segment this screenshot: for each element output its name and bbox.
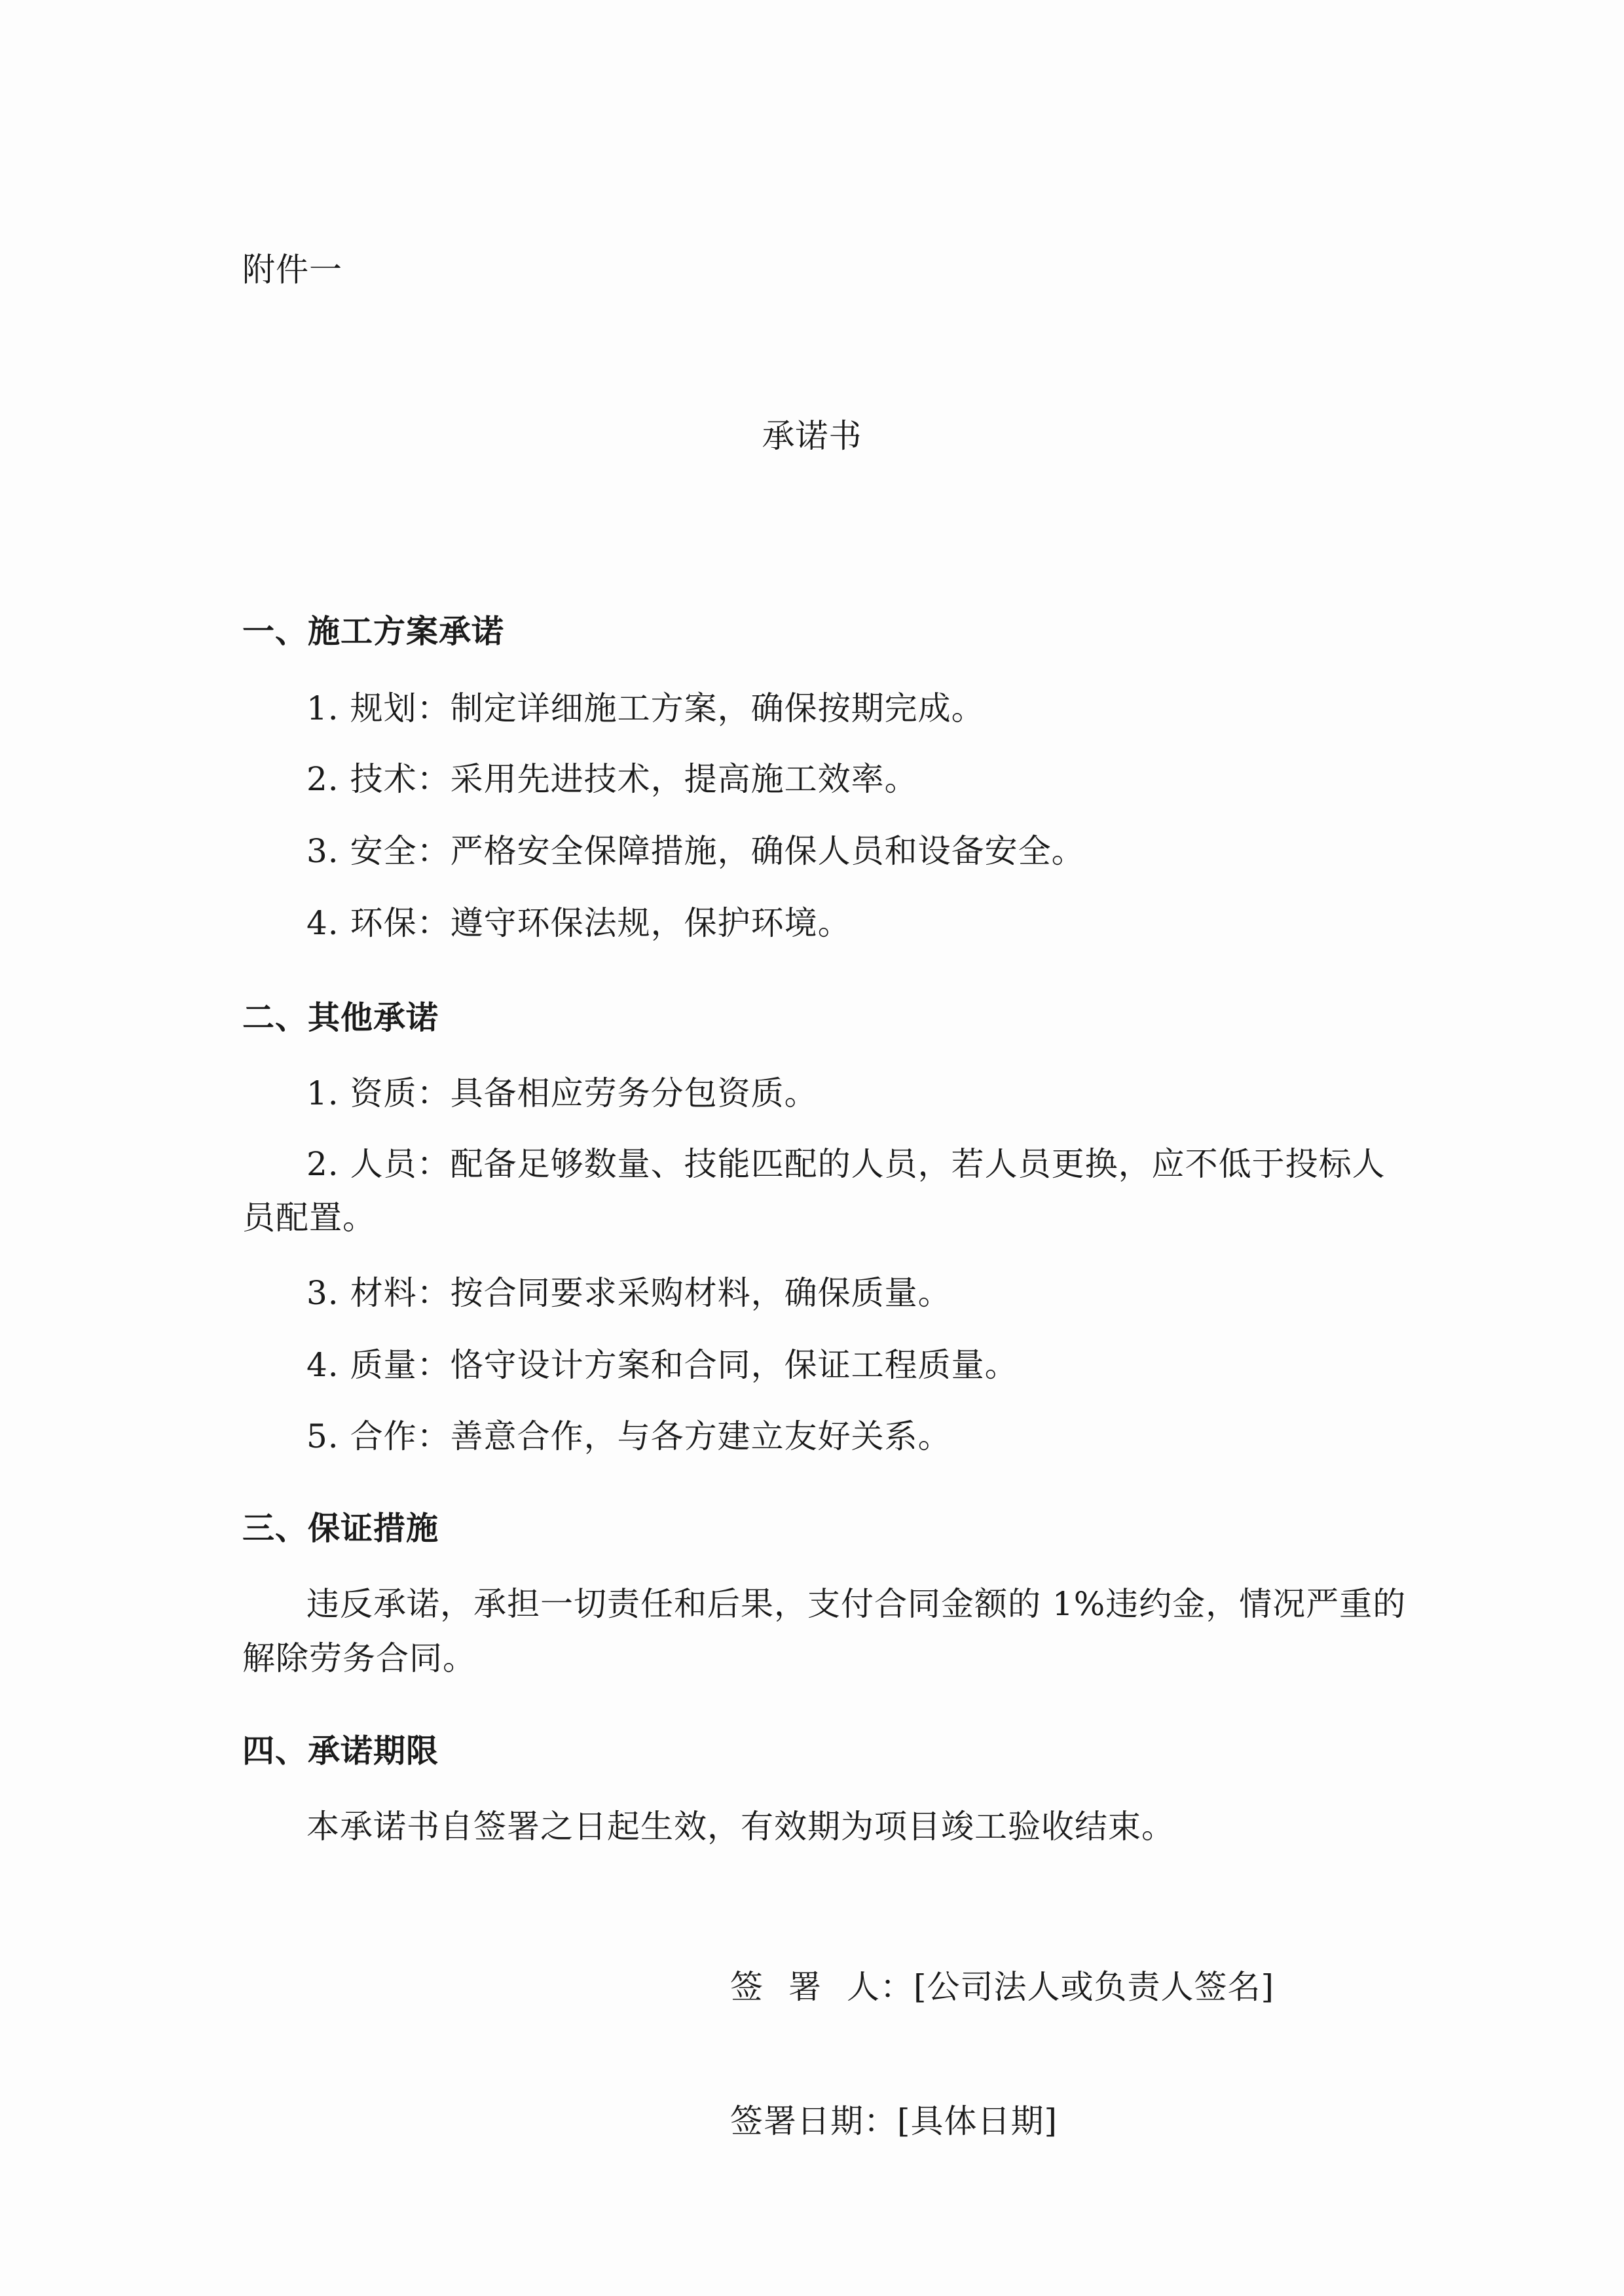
list-item: 3. 材料：按合同要求采购材料，确保质量。 [306,1274,951,1312]
list-item: 1. 资质：具备相应劳务分包资质。 [306,1074,818,1112]
list-item: 4. 质量：恪守设计方案和合同，保证工程质量。 [306,1346,1018,1384]
list-item: 1. 规划：制定详细施工方案，确保按期完成。 [306,689,985,727]
list-item: 2. 人员：配备足够数量、技能匹配的人员，若人员更换，应不低于投标人 [306,1145,1386,1183]
paragraph-line: 解除劳务合同。 [242,1639,476,1677]
signer-line [730,1967,1274,2007]
list-item-continuation: 员配置。 [242,1199,376,1237]
signer-label-char: 签 [730,1968,764,2006]
list-item: 5. 合作：善意合作，与各方建立友好关系。 [306,1417,951,1455]
list-item: 4. 环保：遵守环保法规，保护环境。 [306,904,851,942]
list-item: 2. 技术：采用先进技术，提高施工效率。 [306,760,918,798]
list-item: 3. 安全：严格安全保障措施，确保人员和设备安全。 [306,832,1085,870]
section-heading: 二、其他承诺 [242,999,439,1036]
signer-value: [公司法人或负责人签名] [913,1968,1275,2006]
date-value: [具体日期] [897,2102,1058,2140]
document-title: 承诺书 [762,417,862,455]
section-heading: 三、保证措施 [242,1510,439,1547]
date-line [730,2102,1058,2141]
section-heading: 一、施工方案承诺 [242,613,505,650]
section-heading: 四、承诺期限 [242,1732,439,1770]
date-label: 签署日期： [730,2102,897,2140]
signer-label-char: 署 [788,1968,822,2006]
paragraph-line: 违反承诺，承担一切责任和后果，支付合同金额的 1%违约金，情况严重的 [306,1585,1407,1623]
attachment-label: 附件一 [242,251,342,289]
signer-label-char: 人： [847,1968,913,2006]
paragraph-line: 本承诺书自签署之日起生效，有效期为项目竣工验收结束。 [306,1808,1175,1846]
